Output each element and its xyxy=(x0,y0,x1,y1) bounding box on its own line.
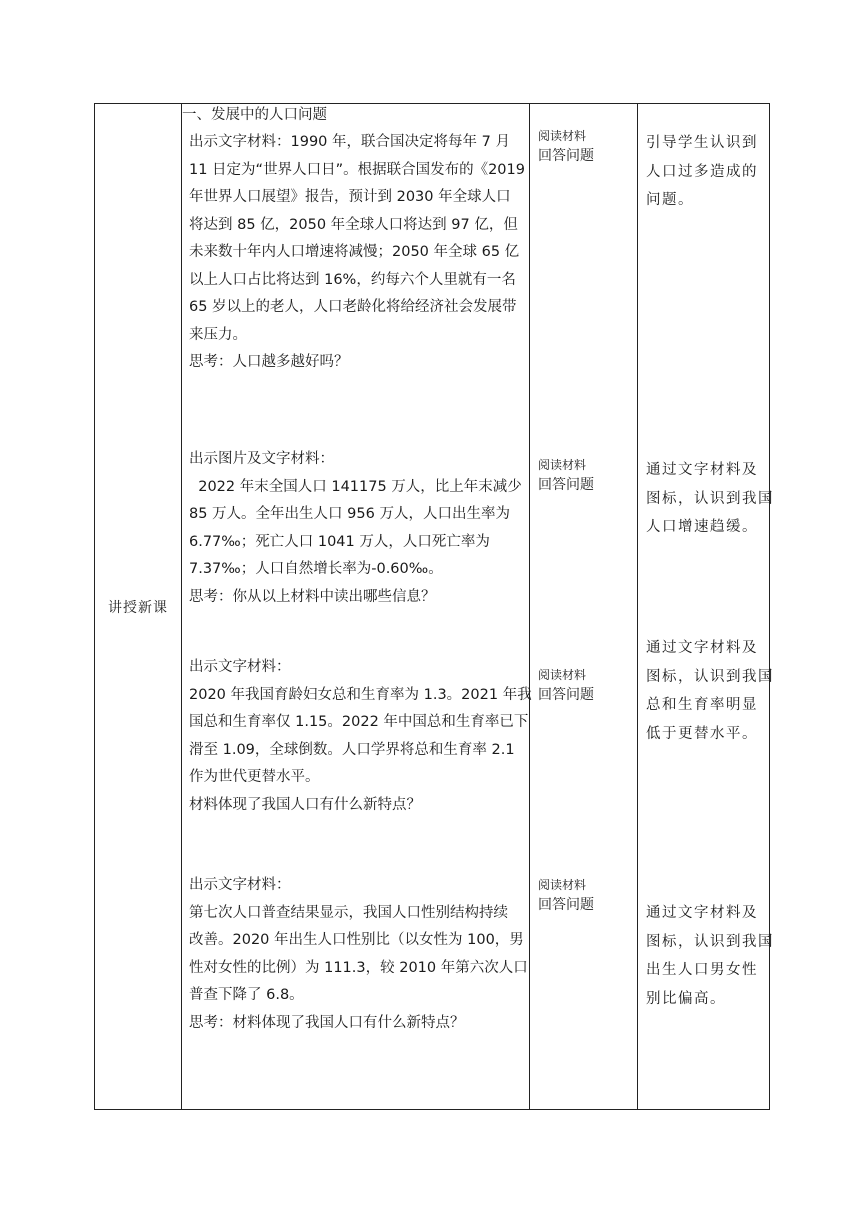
material-line: 第七次人口普查结果显示，我国人口性别结构持续 xyxy=(189,904,508,921)
material-line: 来压力。 xyxy=(189,326,247,343)
activity-small-label: 阅读材料 xyxy=(538,129,587,143)
activity-cell xyxy=(530,104,638,1110)
purpose-line: 别比偏高。 xyxy=(646,990,726,1007)
question-line: 思考：人口越多越好吗？ xyxy=(189,354,349,370)
material-line: 出示图片及文字材料： xyxy=(189,451,334,467)
lesson-plan-table xyxy=(94,103,774,1110)
material-line: 未来数十年内人口增速将减慢；2050 年全球 65 亿 xyxy=(189,244,520,260)
activity-block-3 xyxy=(530,667,637,707)
content-cell xyxy=(182,104,530,1110)
purpose-line: 出生人口男女性 xyxy=(646,962,758,978)
material-line: 11 日定为“世界人口日”。根据联合国发布的《2019 xyxy=(189,161,525,178)
activity-main-label: 回答问题 xyxy=(538,687,594,703)
activity-main-label: 回答问题 xyxy=(538,897,594,913)
section-title: 一、发展中的人口问题 xyxy=(182,107,327,123)
question-line: 思考：材料体现了我国人口有什么新特点？ xyxy=(189,1014,465,1031)
material-block-3 xyxy=(182,654,532,819)
activity-block-4 xyxy=(530,877,637,917)
content-column xyxy=(182,104,532,1109)
question-line: 思考：你从以上材料中读出哪些信息？ xyxy=(189,588,436,605)
purpose-line: 总和生育率明显 xyxy=(646,697,758,713)
material-line: 85 万人。全年出生人口 956 万人，人口出生率为 xyxy=(189,506,510,522)
activity-column xyxy=(530,104,637,1109)
purpose-line: 人口增速趋缓。 xyxy=(646,519,758,535)
purpose-block-3 xyxy=(638,634,774,748)
material-line: 普查下降了 6.8。 xyxy=(189,987,304,1003)
material-line: 国总和生育率仅 1.15。2022 年中国总和生育率已下 xyxy=(189,714,529,730)
material-line: 出示文字材料： xyxy=(189,659,291,675)
activity-block-1 xyxy=(530,128,637,168)
activity-main-label: 回答问题 xyxy=(538,477,594,493)
activity-small-label: 阅读材料 xyxy=(538,458,587,472)
material-line: 6.77‰；死亡人口 1041 万人，人口死亡率为 xyxy=(189,533,490,550)
table-row xyxy=(95,104,770,1110)
purpose-line: 引导学生认识到 xyxy=(646,135,758,151)
material-line: 年世界人口展望》报告，预计到 2030 年全球人口 xyxy=(189,189,511,205)
purpose-line: 通过文字材料及 xyxy=(646,640,758,656)
material-line: 以上人口占比将达到 16%，约每六个人里就有一名 xyxy=(189,271,516,288)
purpose-column xyxy=(638,104,774,1109)
purpose-block-2 xyxy=(638,456,774,542)
material-line: 性对女性的比例）为 111.3，较 2010 年第六次人口 xyxy=(189,959,528,976)
purpose-line: 问题。 xyxy=(646,192,694,208)
activity-main-label: 回答问题 xyxy=(538,148,594,164)
material-block-4 xyxy=(182,872,529,1037)
material-line: 7.37‰；人口自然增长率为-0.60‰。 xyxy=(189,561,443,577)
stage-cell xyxy=(95,104,182,1110)
activity-block-2 xyxy=(530,457,637,497)
material-line: 2020 年我国育龄妇女总和生育率为 1.3。2021 年我 xyxy=(189,686,532,703)
purpose-line: 通过文字材料及 xyxy=(646,905,758,921)
material-block-2 xyxy=(182,446,529,611)
stage-label: 讲授新课 xyxy=(108,599,168,616)
purpose-line: 通过文字材料及 xyxy=(646,462,758,478)
material-line: 改善。2020 年出生人口性别比（以女性为 100，男 xyxy=(189,932,524,948)
material-line: 将达到 85 亿，2050 年全球人口将达到 97 亿，但 xyxy=(189,216,518,233)
question-line: 材料体现了我国人口有什么新特点？ xyxy=(189,796,421,813)
material-line: 2022 年末全国人口 141175 万人，比上年末减少 xyxy=(189,478,522,495)
material-line: 滑至 1.09，全球倒数。人口学界将总和生育率 2.1 xyxy=(189,741,515,758)
purpose-line: 图标，认识到我国 xyxy=(646,668,774,685)
purpose-line: 低于更替水平。 xyxy=(646,725,758,742)
material-line: 65 岁以上的老人，人口老龄化将给经济社会发展带 xyxy=(189,299,517,315)
purpose-block-1 xyxy=(638,129,769,215)
purpose-block-4 xyxy=(638,899,774,1013)
purpose-line: 人口过多造成的 xyxy=(646,163,758,180)
purpose-line: 图标，认识到我国 xyxy=(646,490,774,507)
activity-small-label: 阅读材料 xyxy=(538,668,587,682)
purpose-line: 图标，认识到我国 xyxy=(646,933,774,950)
activity-small-label: 阅读材料 xyxy=(538,878,587,892)
material-line: 出示文字材料：1990 年，联合国决定将每年 7 月 xyxy=(189,134,510,150)
purpose-cell xyxy=(638,104,774,1110)
section-title-block xyxy=(182,104,529,126)
material-block-1 xyxy=(182,129,529,377)
material-line: 出示文字材料： xyxy=(189,877,291,893)
material-line: 作为世代更替水平。 xyxy=(189,769,320,785)
